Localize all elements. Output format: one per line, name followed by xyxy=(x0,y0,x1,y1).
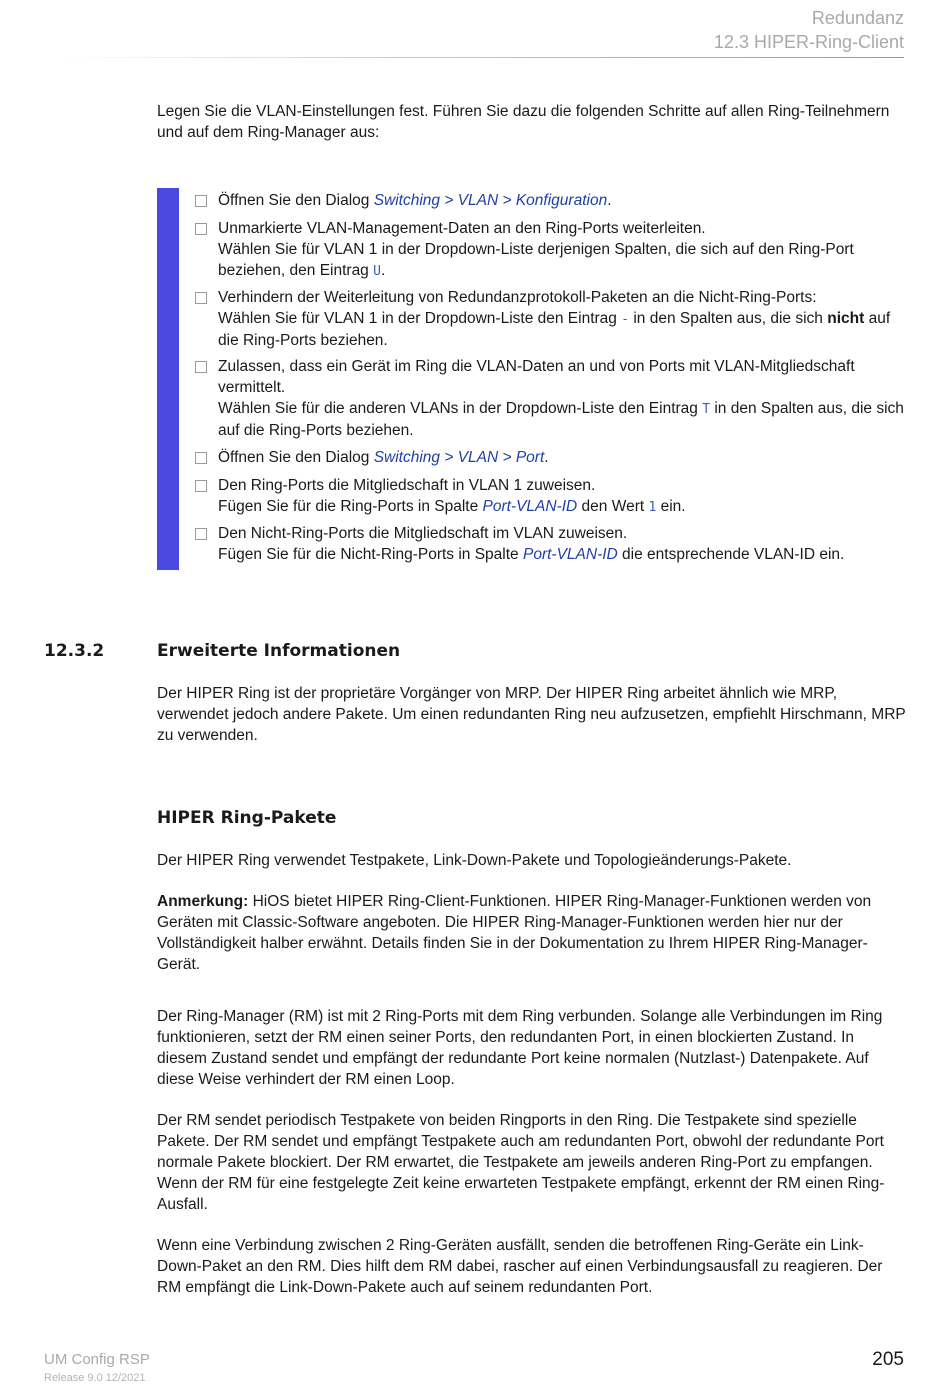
step-checkbox xyxy=(195,223,207,235)
menu-path-link[interactable]: Switching > VLAN > Konfiguration xyxy=(373,192,608,209)
column-name-link[interactable]: Port-VLAN-ID xyxy=(522,546,618,563)
testpakete-paragraph: Der RM sendet periodisch Testpakete von beiden Ringports in den Ring. Die Testpakete sind spezielle Pakete. Der RM sendet und empfängt Testpakete auch am redundanten Port, obwohl der redundante Port normale Pakete blockiert. Der RM erwartet, die Testpakete am jeweils anderen Ring-Port zu empfangen. Wenn der RM für eine festgelegte Zeit keine erwarteten Testpakete empfängt, erkennt der RM einen Ring-Ausfall. xyxy=(157,1112,885,1213)
step-checkbox xyxy=(195,195,207,207)
menu-path-link[interactable]: Switching > VLAN > Port xyxy=(373,449,545,466)
entry-code: 1 xyxy=(648,500,657,515)
link-down-paragraph: Wenn eine Verbindung zwischen 2 Ring-Geräten ausfällt, senden die betroffenen Ring-Geräte ein Link-Down-Paket an den RM. Dies hilft dem RM dabei, rascher auf einen Verbindungsausfall zu reagieren. Der RM empfängt die Link-Down-Pakete auch auf seinem redundanten Port. xyxy=(157,1237,883,1296)
step-checkbox xyxy=(195,361,207,373)
step-4: Zulassen, dass ein Gerät im Ring die VLAN-Daten an und von Ports mit VLAN-Mitgliedschaft vermittelt. Wählen Sie für die anderen VLANs in der Dropdown-Liste den Eintrag T in den Spalten aus, die sich auf die Ring-Ports beziehen. xyxy=(195,356,907,441)
step-3: Verhindern der Weiterleitung von Redundanzprotokoll-Paketen an die Nicht-Ring-Ports: Wählen Sie für VLAN 1 in der Dropdown-Liste den Eintrag - in den Spalten aus, die sich nicht auf die Ring-Ports beziehen. xyxy=(195,287,907,351)
pakete-paragraph: Der HIPER Ring verwendet Testpakete, Link-Down-Pakete und Topologieänderungs-Pakete. xyxy=(157,852,792,869)
column-name-link[interactable]: Port-VLAN-ID xyxy=(482,498,578,515)
entry-code: U xyxy=(373,264,381,279)
step-6: Den Ring-Ports die Mitgliedschaft in VLAN 1 zuweisen. Fügen Sie für die Ring-Ports in Spalte Port-VLAN-ID den Wert 1 ein. xyxy=(195,475,907,518)
step-7: Den Nicht-Ring-Ports die Mitgliedschaft im VLAN zuweisen. Fügen Sie für die Nicht-Ring-Ports in Spalte Port-VLAN-ID die entsprechende VLAN-ID ein. xyxy=(195,523,907,565)
intro-paragraph: Legen Sie die VLAN-Einstellungen fest. Führen Sie dazu die folgenden Schritte auf allen Ring-Teilnehmern und auf dem Ring-Manager aus: xyxy=(157,103,890,141)
page-number: 205 xyxy=(872,1349,904,1370)
step-checkbox xyxy=(195,528,207,540)
emphasis: nicht xyxy=(827,310,865,327)
step-2: Unmarkierte VLAN-Management-Daten an den Ring-Ports weiterleiten. Wählen Sie für VLAN 1 in der Dropdown-Liste derjenigen Spalten, die sich auf den Ring-Port beziehen, den Eintrag U. xyxy=(195,218,907,282)
step-checkbox xyxy=(195,480,207,492)
entry-code: T xyxy=(702,402,711,417)
step-checkbox xyxy=(195,292,207,304)
note-label: Anmerkung: xyxy=(157,893,249,910)
step-checkbox xyxy=(195,452,207,464)
footer-release: Release 9.0 12/2021 xyxy=(44,1372,146,1384)
entry-code: - xyxy=(621,312,630,327)
section-number: 12.3.2 xyxy=(44,641,105,661)
subsection-title: HIPER Ring-Pakete xyxy=(157,808,337,828)
note-paragraph xyxy=(157,891,907,975)
step-1: Öffnen Sie den Dialog Switching > VLAN > Konfiguration. xyxy=(195,190,907,211)
instruction-bar xyxy=(157,188,179,570)
header-rule xyxy=(58,57,904,58)
header-section: 12.3 HIPER-Ring-Client xyxy=(713,32,904,52)
section-title: Erweiterte Informationen xyxy=(157,641,401,661)
page-header xyxy=(714,6,904,54)
header-chapter: Redundanz xyxy=(811,8,904,28)
ring-manager-paragraph: Der Ring-Manager (RM) ist mit 2 Ring-Ports mit dem Ring verbunden. Solange alle Verbindungen im Ring funktionieren, setzt der RM einen seiner Ports, den redundanten Port, in einen blockierten Zustand. In diesem Zustand sendet und empfängt der redundante Port keine normalen (Nutzlast-) Datenpakete. Auf diese Weise verhindert der RM einen Loop. xyxy=(157,1008,883,1088)
section-paragraph: Der HIPER Ring ist der proprietäre Vorgänger von MRP. Der HIPER Ring arbeitet ähnlich wie MRP, verwendet jedoch andere Pakete. Um einen redundanten Ring neu aufzusetzen, empfiehlt Hirschmann, MRP zu verwenden. xyxy=(157,685,906,744)
footer-doc-title: UM Config RSP xyxy=(44,1351,150,1368)
step-5: Öffnen Sie den Dialog Switching > VLAN > Port. xyxy=(195,447,907,468)
note-text: HiOS bietet HIPER Ring-Client-Funktionen. HIPER Ring-Manager-Funktionen werden von Geräten mit Classic-Software angeboten. Die HIPER Ring-Manager-Funktionen werden hier nur der Vollständigkeit halber erwähnt. Details finden Sie in der Dokumentation zu Ihrem HIPER Ring-Manager-Gerät. xyxy=(157,893,872,973)
